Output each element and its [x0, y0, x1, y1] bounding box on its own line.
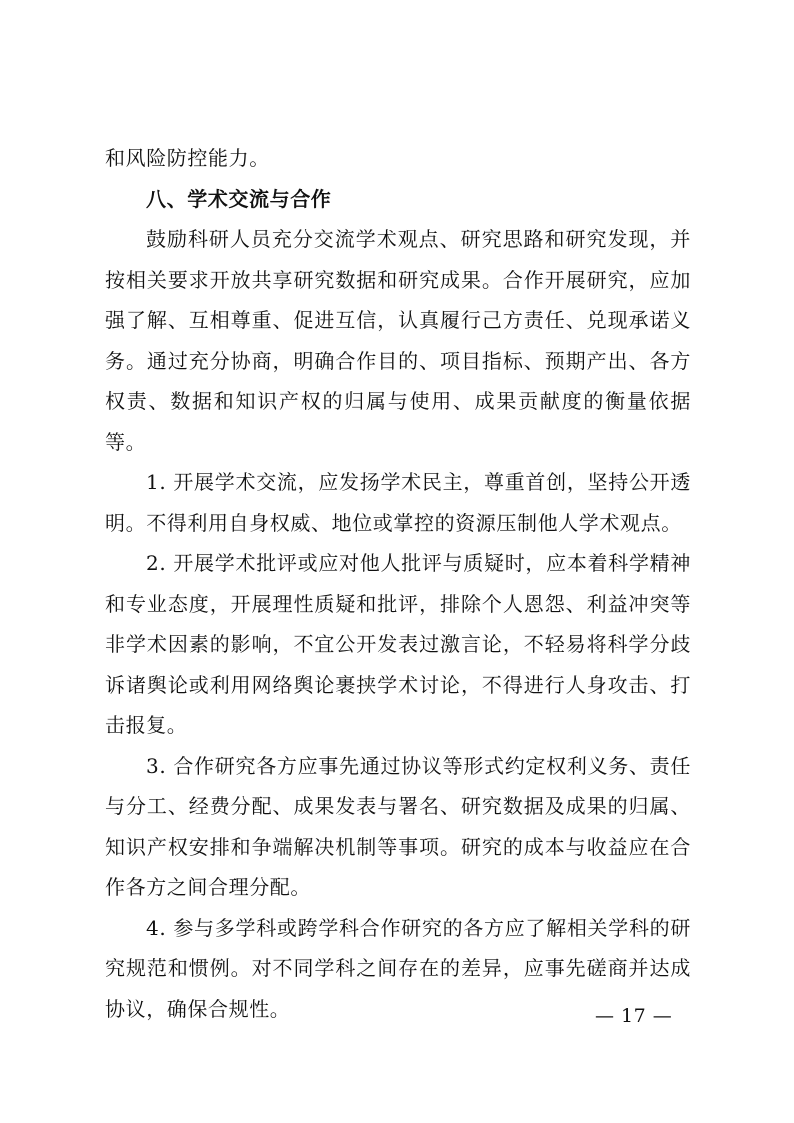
paragraph-continuation: 和风险防控能力。 — [105, 146, 270, 170]
page-number: — 17 — — [595, 1005, 673, 1027]
paragraph-item-4: 4. 参与多学科或跨学科合作研究的各方应了解相关学科的研究规范和惯例。对不同学科之间存在的差异，应事先磋商并达成协议，确保合规性。 — [105, 915, 691, 1021]
document-body — [105, 138, 691, 1029]
paragraph-intro: 鼓励科研人员充分交流学术观点、研究思路和研究发现，并按相关要求开放共享研究数据和研究成果。合作开展研究，应加强了解、互相尊重、促进互信，认真履行己方责任、兑现承诺义务。通过充分协商，明确合作目的、项目指标、预期产出、各方权责、数据和知识产权的归属与使用、成果贡献度的衡量依据等。 — [105, 227, 691, 454]
paragraph-item-3: 3. 合作研究各方应事先通过协议等形式约定权利义务、责任与分工、经费分配、成果发表与署名、研究数据及成果的归属、知识产权安排和争端解决机制等事项。研究的成本与收益应在合作各方之间合理分配。 — [105, 753, 691, 899]
paragraph-item-1: 1. 开展学术交流，应发扬学术民主，尊重首创，坚持公开透明。不得利用自身权威、地位或掌控的资源压制他人学术观点。 — [105, 470, 691, 535]
section-heading: 八、学术交流与合作 — [146, 186, 332, 211]
paragraph-item-2: 2. 开展学术批评或应对他人批评与质疑时，应本着科学精神和专业态度，开展理性质疑和批评，排除个人恩怨、利益冲突等非学术因素的影响，不宜公开发表过激言论，不轻易将科学分歧诉诸舆论或利用网络舆论裹挟学术讨论，不得进行人身攻击、打击报复。 — [105, 551, 691, 737]
